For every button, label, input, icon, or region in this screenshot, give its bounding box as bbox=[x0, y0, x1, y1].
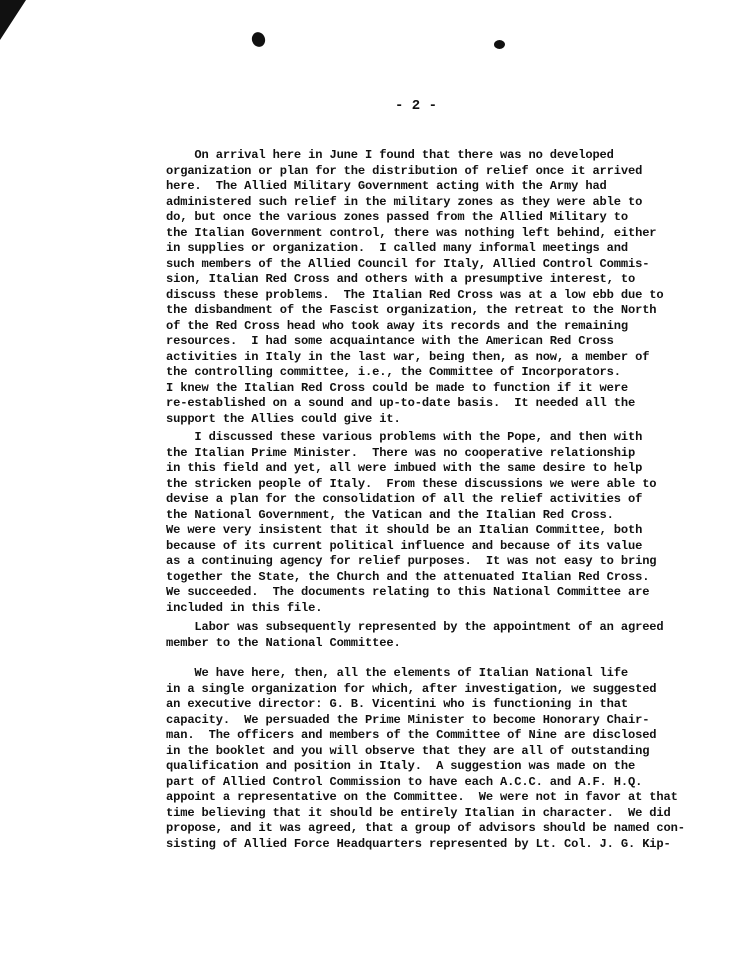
text-line: We have here, then, all the elements of Italian National life bbox=[166, 666, 628, 680]
punch-hole-left bbox=[250, 30, 267, 49]
paragraph-2 bbox=[166, 430, 656, 616]
text-line: the Italian Government control, there was nothing left behind, either bbox=[166, 225, 657, 240]
paragraph-3 bbox=[166, 620, 664, 651]
text-line: here. The Allied Military Government acting with the Army had bbox=[166, 179, 607, 193]
text-line: because of its current political influence and because of its value bbox=[166, 538, 643, 553]
text-line: devise a plan for the consolidation of all the relief activities of bbox=[166, 492, 643, 506]
text-line: in a single organization for which, after investigation, we suggested bbox=[166, 681, 657, 696]
text-line: organization or plan for the distribution of relief once it arrived bbox=[166, 163, 643, 178]
text-line: activities in Italy in the last war, being then, as now, a member of bbox=[166, 349, 650, 364]
text-line: such members of the Allied Council for Italy, Allied Control Commis- bbox=[166, 256, 650, 271]
text-line: time believing that it should be entirely Italian in character. We did bbox=[166, 805, 671, 820]
text-line: the stricken people of Italy. From these discussions we were able to bbox=[166, 476, 657, 491]
text-line: as a continuing agency for relief purposes. It was not easy to bring bbox=[166, 554, 657, 568]
text-line: the National Government, the Vatican and the Italian Red Cross. bbox=[166, 507, 614, 522]
text-line: re-established on a sound and up-to-date basis. It needed all the bbox=[166, 396, 636, 410]
text-line: part of Allied Control Commission to have each A.C.C. and A.F. H.Q. bbox=[166, 774, 643, 789]
text-line: sisting of Allied Force Headquarters represented by Lt. Col. J. G. Kip- bbox=[166, 836, 671, 851]
text-line: discuss these problems. The Italian Red Cross was at a low ebb due to bbox=[166, 287, 664, 302]
punch-hole-right bbox=[494, 40, 505, 49]
text-line: support the Allies could give it. bbox=[166, 411, 401, 426]
paragraph-1 bbox=[166, 148, 664, 427]
text-line: Labor was subsequently represented by the appointment of an agreed bbox=[166, 620, 664, 634]
text-line: capacity. We persuaded the Prime Minister to become Honorary Chair- bbox=[166, 712, 650, 727]
text-line: the disbandment of the Fascist organization, the retreat to the North bbox=[166, 303, 657, 317]
text-line: administered such relief in the military zones as they were able to bbox=[166, 194, 643, 209]
text-line: resources. I had some acquaintance with the American Red Cross bbox=[166, 334, 614, 348]
text-line: We were very insistent that it should be an Italian Committee, both bbox=[166, 523, 643, 537]
text-line: an executive director: G. B. Vicentini who is functioning in that bbox=[166, 697, 628, 711]
text-line: qualification and position in Italy. A suggestion was made on the bbox=[166, 759, 636, 773]
text-line: appoint a representative on the Committee. We were not in favor at that bbox=[166, 790, 678, 804]
text-line: in this field and yet, all were imbued with the same desire to help bbox=[166, 461, 643, 475]
text-line: propose, and it was agreed, that a group of advisors should be named con- bbox=[166, 821, 685, 835]
text-line: man. The officers and members of the Committee of Nine are disclosed bbox=[166, 728, 657, 742]
text-line: We succeeded. The documents relating to this National Committee are bbox=[166, 585, 650, 599]
text-line: do, but once the various zones passed from the Allied Military to bbox=[166, 210, 628, 224]
paragraph-4 bbox=[166, 666, 685, 852]
text-line: sion, Italian Red Cross and others with a presumptive interest, to bbox=[166, 272, 636, 286]
text-line: the Italian Prime Minister. There was no cooperative relationship bbox=[166, 445, 636, 460]
scan-corner-mark bbox=[0, 0, 26, 40]
text-line: in supplies or organization. I called many informal meetings and bbox=[166, 241, 628, 255]
text-line: of the Red Cross head who took away its records and the remaining bbox=[166, 318, 628, 333]
text-line: On arrival here in June I found that there was no developed bbox=[166, 148, 614, 162]
text-line: I discussed these various problems with the Pope, and then with bbox=[166, 430, 643, 444]
text-line: together the State, the Church and the attenuated Italian Red Cross. bbox=[166, 569, 650, 584]
text-line: I knew the Italian Red Cross could be made to function if it were bbox=[166, 380, 628, 395]
page-number: - 2 - bbox=[395, 98, 438, 114]
text-line: member to the National Committee. bbox=[166, 635, 401, 650]
text-line: in the booklet and you will observe that they are all of outstanding bbox=[166, 743, 650, 758]
text-line: the controlling committee, i.e., the Committee of Incorporators. bbox=[166, 365, 621, 379]
text-line: included in this file. bbox=[166, 600, 323, 615]
